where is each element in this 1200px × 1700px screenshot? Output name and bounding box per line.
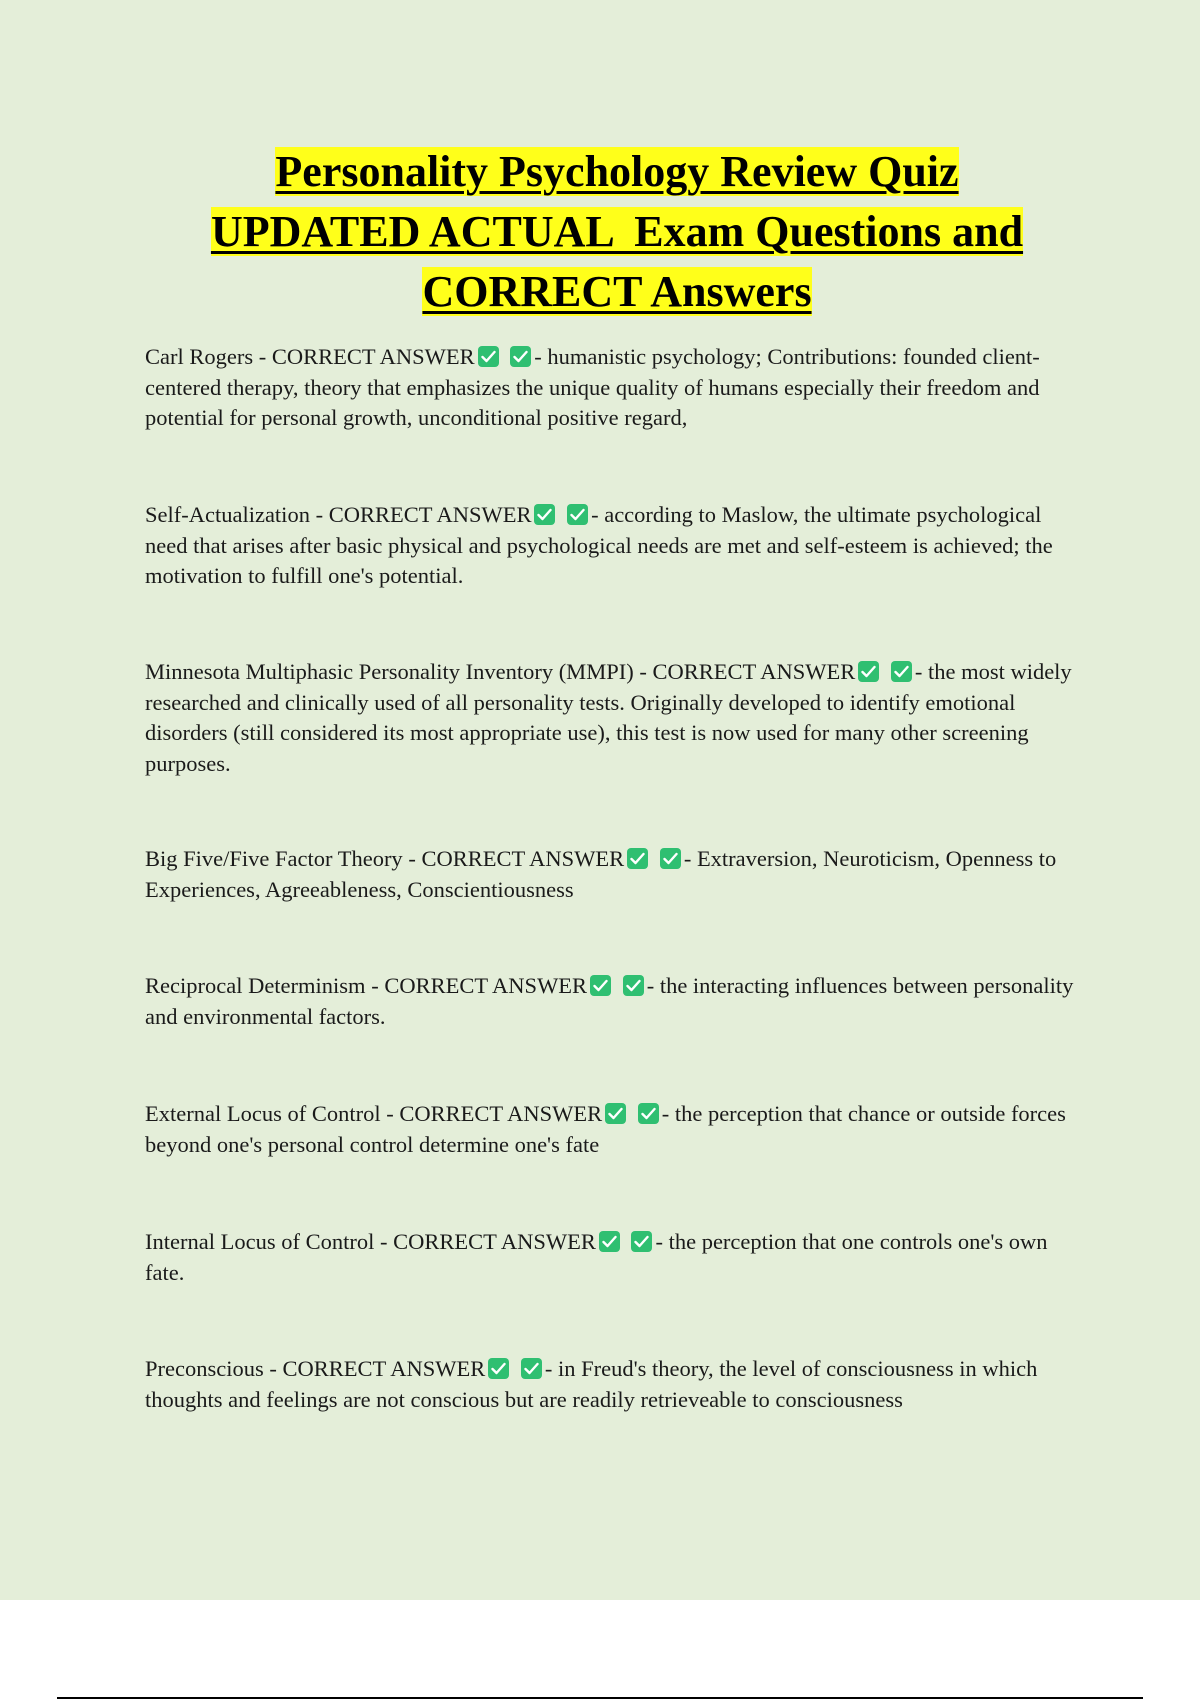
entry-definition: the perception that chance or outside forces beyond one's personal control determine one's fate — [145, 1101, 1066, 1157]
entry-definition: Extraversion, Neuroticism, Openness to Experiences, Agreeableness, Conscientiousness — [145, 846, 1057, 902]
entry-definition: in Freud's theory, the level of consciousness in which thoughts and feelings are not conscious but are readily retrieveable to consciousness — [145, 1356, 1038, 1412]
qa-entry: External Locus of Control - CORRECT ANSWER - the perception that chance or outside forces beyond one's personal control determine one's fate — [145, 1101, 1066, 1157]
entry-definition: the perception that one controls one's own fate. — [145, 1229, 1048, 1285]
entry-term: Reciprocal Determinism — [145, 973, 366, 998]
title-line-1: Personality Psychology Review Quiz — [275, 147, 959, 196]
answer-label: CORRECT ANSWER — [399, 1101, 603, 1126]
qa-entry: Internal Locus of Control - CORRECT ANSWER - the perception that one controls one's own fate. — [145, 1229, 1048, 1285]
check-icon — [638, 1103, 659, 1124]
answer-label: CORRECT ANSWER — [384, 973, 588, 998]
check-icon — [858, 661, 879, 682]
answer-label: CORRECT ANSWER — [328, 502, 532, 527]
entry-term: Carl Rogers — [145, 344, 254, 369]
check-icon — [605, 1103, 626, 1124]
qa-entry: Preconscious - CORRECT ANSWER - in Freud's theory, the level of consciousness in which thoughts and feelings are not conscious but are readily retrieveable to consciousness — [145, 1356, 1038, 1412]
check-icon — [627, 848, 648, 869]
document-title — [130, 142, 1104, 322]
check-icon — [478, 346, 499, 367]
entry-term: Preconscious — [145, 1356, 264, 1381]
entry-definition: the most widely researched and clinically used of all personality tests. Originally developed to identify emotional disorders (still considered its most appropriate use), this test is now used for many other screening purposes. — [145, 659, 1072, 776]
check-icon — [891, 661, 912, 682]
check-icon — [623, 975, 644, 996]
check-icon — [590, 975, 611, 996]
check-icon — [660, 848, 681, 869]
answer-label: CORRECT ANSWER — [421, 846, 625, 871]
answer-label: CORRECT ANSWER — [282, 1356, 486, 1381]
answer-label: CORRECT ANSWER — [271, 344, 475, 369]
answer-label: CORRECT ANSWER — [393, 1229, 596, 1254]
check-icon — [534, 504, 555, 525]
qa-entry: Minnesota Multiphasic Personality Inventory (MMPI) - CORRECT ANSWER - the most widely researched and clinically used of all personality tests. Originally developed to identify emotional disorders (still considered its most appropriate use), this test is now used for many other screening purposes. — [145, 659, 1072, 776]
entry-term: External Locus of Control — [145, 1101, 381, 1126]
title-line-3: CORRECT Answers — [422, 267, 812, 316]
check-icon — [521, 1358, 542, 1379]
check-icon — [510, 346, 531, 367]
entry-term: Big Five/Five Factor Theory — [145, 846, 403, 871]
qa-entry: Big Five/Five Factor Theory - CORRECT ANSWER - Extraversion, Neuroticism, Openness to Experiences, Agreeableness, Conscientiousness — [145, 846, 1057, 902]
title-line-2: UPDATED ACTUAL Exam Questions and — [210, 207, 1024, 256]
check-icon — [599, 1231, 620, 1252]
check-icon — [631, 1231, 652, 1252]
entry-definition: according to Maslow, the ultimate psychological need that arises after basic physical and psychological needs are met and self-esteem is achieved; the motivation to fulfill one's potential. — [145, 502, 1053, 588]
qa-entry: Carl Rogers - CORRECT ANSWER - humanistic psychology; Contributions: founded client-centered therapy, theory that emphasizes the unique quality of humans especially their freedom and potential for personal growth, unconditional positive regard, — [145, 344, 1040, 430]
qa-entry: Self-Actualization - CORRECT ANSWER - according to Maslow, the ultimate psychological need that arises after basic physical and psychological needs are met and self-esteem is achieved; the motivation to fulfill one's potential. — [145, 502, 1053, 588]
entry-definition: humanistic psychology; Contributions: founded client-centered therapy, theory that emphasizes the unique quality of humans especially their freedom and potential for personal growth, unconditional positive regard, — [145, 344, 1040, 430]
entry-term: Minnesota Multiphasic Personality Inventory (MMPI) — [145, 659, 634, 684]
footer-divider — [57, 1697, 1143, 1699]
answer-label: CORRECT ANSWER — [652, 659, 856, 684]
check-icon — [488, 1358, 509, 1379]
entry-term: Self-Actualization — [145, 502, 310, 527]
title-block — [130, 142, 1104, 322]
entry-term: Internal Locus of Control — [145, 1229, 375, 1254]
check-icon — [567, 504, 588, 525]
entry-definition: the interacting influences between personality and environmental factors. — [145, 973, 1074, 1029]
qa-entry: Reciprocal Determinism - CORRECT ANSWER - the interacting influences between personality and environmental factors. — [145, 973, 1074, 1029]
